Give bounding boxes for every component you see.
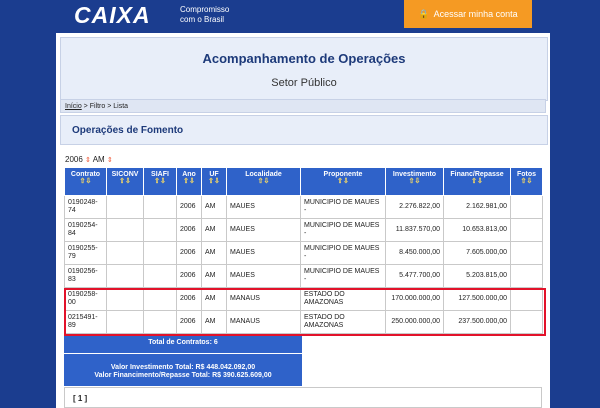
cell-fotos: [511, 196, 543, 219]
cell-financ: 237.500.000,00: [444, 311, 511, 334]
total-investment: Valor Investimento Total: R$ 448.042.092,00: [110, 364, 256, 371]
cell-contrato[interactable]: 0190255-79: [65, 242, 107, 265]
sort-arrows-icon[interactable]: ⇧⇩: [520, 178, 533, 185]
cell-localidade: MANAUS: [227, 311, 301, 334]
cell-fotos: [511, 265, 543, 288]
cell-ano: 2006: [177, 288, 202, 311]
table-row: [65, 242, 543, 265]
cell-proponente: MUNICIPIO DE MAUES -: [301, 196, 386, 219]
sort-arrows-icon[interactable]: ⇧⇩: [208, 178, 220, 185]
sort-arrows-icon[interactable]: ⇧⇩: [119, 178, 131, 185]
table-row: [65, 288, 543, 311]
main-panel: [56, 33, 550, 408]
cell-investimento: 250.000.000,00: [386, 311, 444, 334]
cell-localidade: MAUES: [227, 219, 301, 242]
cell-proponente: MUNICIPIO DE MAUES -: [301, 265, 386, 288]
cell-localidade: MANAUS: [227, 288, 301, 311]
state-sort-icon[interactable]: ⇕: [106, 157, 113, 164]
cell-investimento: 11.837.570,00: [386, 219, 444, 242]
sort-arrows-icon[interactable]: ⇧⇩: [337, 178, 349, 185]
header-siconv[interactable]: SICONV ⇧⇩: [107, 168, 144, 196]
cell-siconv: [107, 196, 144, 219]
cell-uf: AM: [202, 311, 227, 334]
header-fotos[interactable]: Fotos ⇧⇩: [511, 168, 543, 196]
cell-proponente: MUNICIPIO DE MAUES -: [301, 242, 386, 265]
header-localidade[interactable]: Localidade ⇧⇩: [227, 168, 301, 196]
sort-arrows-icon[interactable]: ⇧⇩: [183, 178, 195, 185]
title-box: [60, 37, 548, 101]
cell-contrato[interactable]: 0190248-74: [65, 196, 107, 219]
cell-ano: 2006: [177, 196, 202, 219]
year-sort-icon[interactable]: ⇕: [85, 157, 91, 164]
access-account-label: Acessar minha conta: [433, 9, 518, 19]
cell-localidade: MAUES: [227, 196, 301, 219]
cell-fotos: [511, 242, 543, 265]
cell-localidade: MAUES: [227, 265, 301, 288]
breadcrumb-home-link[interactable]: Início: [65, 103, 82, 110]
cell-financ: 127.500.000,00: [444, 288, 511, 311]
cell-siafi: [144, 219, 177, 242]
cell-siafi: [144, 196, 177, 219]
cell-ano: 2006: [177, 311, 202, 334]
pagination: [64, 387, 542, 408]
year-filter: [65, 155, 113, 164]
totals-box: [64, 336, 302, 386]
header-uf[interactable]: UF ⇧⇩: [202, 168, 227, 196]
page-subtitle: Setor Público: [271, 77, 337, 89]
header-investimento[interactable]: Investimento ⇧⇩: [386, 168, 444, 196]
cell-ano: 2006: [177, 219, 202, 242]
cell-fotos: [511, 219, 543, 242]
sort-arrows-icon[interactable]: ⇧⇩: [257, 178, 270, 185]
cell-financ: 2.162.981,00: [444, 196, 511, 219]
cell-contrato[interactable]: 0190256-83: [65, 265, 107, 288]
cell-siafi: [144, 242, 177, 265]
cell-siconv: [107, 219, 144, 242]
table-row: [65, 219, 543, 242]
access-account-button[interactable]: [404, 0, 532, 28]
cell-ano: 2006: [177, 265, 202, 288]
cell-financ: 5.203.815,00: [444, 265, 511, 288]
totals-divider: [64, 353, 302, 354]
header-contrato[interactable]: Contrato ⇧⇩: [65, 168, 107, 196]
cell-siconv: [107, 288, 144, 311]
table-header-row: [65, 168, 543, 196]
cell-financ: 7.605.000,00: [444, 242, 511, 265]
cell-siafi: [144, 265, 177, 288]
cell-uf: AM: [202, 288, 227, 311]
cell-uf: AM: [202, 219, 227, 242]
cell-siafi: [144, 311, 177, 334]
cell-proponente: ESTADO DO AMAZONAS: [301, 288, 386, 311]
total-financing: Valor Financimento/Repasse Total: R$ 390.625.609,00: [94, 372, 272, 379]
cell-investimento: 2.276.822,00: [386, 196, 444, 219]
cell-proponente: ESTADO DO AMAZONAS: [301, 311, 386, 334]
state-value: AM: [90, 155, 105, 164]
lock-icon: 🔒: [418, 8, 430, 19]
cell-investimento: 5.477.700,00: [386, 265, 444, 288]
header-siafi[interactable]: SIAFI ⇧⇩: [144, 168, 177, 196]
cell-siconv: [107, 242, 144, 265]
total-contracts: Total de Contratos: 6: [148, 339, 218, 346]
top-bar: [0, 0, 600, 32]
tagline-line-2: com o Brasil: [180, 15, 225, 24]
header-ano[interactable]: Ano ⇧⇩: [177, 168, 202, 196]
page-1-link[interactable]: [ 1 ]: [73, 394, 88, 403]
section-header: [60, 115, 548, 145]
cell-siafi: [144, 288, 177, 311]
breadcrumb-rest: > Filtro > Lista: [81, 103, 129, 110]
sort-arrows-icon[interactable]: ⇧⇩: [408, 178, 421, 185]
cell-investimento: 8.450.000,00: [386, 242, 444, 265]
sort-arrows-icon[interactable]: ⇧⇩: [154, 178, 166, 185]
cell-ano: 2006: [177, 242, 202, 265]
cell-localidade: MAUES: [227, 242, 301, 265]
operations-table: [64, 167, 543, 334]
tagline: [180, 5, 229, 25]
section-title: Operações de Fomento: [72, 125, 184, 136]
sort-arrows-icon[interactable]: ⇧⇩: [79, 178, 92, 185]
cell-fotos: [511, 288, 543, 311]
cell-proponente: MUNICIPIO DE MAUES -: [301, 219, 386, 242]
table-row: [65, 265, 543, 288]
cell-contrato[interactable]: 0190254-84: [65, 219, 107, 242]
breadcrumb: [60, 99, 546, 113]
caixa-logo[interactable]: CAIXA: [74, 2, 151, 28]
cell-investimento: 170.000.000,00: [386, 288, 444, 311]
cell-uf: AM: [202, 265, 227, 288]
cell-contrato[interactable]: 0215491-89: [65, 311, 107, 334]
operations-table-body: [65, 196, 543, 334]
header-proponente[interactable]: Proponente ⇧⇩: [301, 168, 386, 196]
table-row: [65, 196, 543, 219]
sort-arrows-icon[interactable]: ⇧⇩: [471, 178, 483, 185]
cell-financ: 10.653.813,00: [444, 219, 511, 242]
page-title: Acompanhamento de Operações: [202, 51, 406, 66]
cell-uf: AM: [202, 196, 227, 219]
cell-siconv: [107, 265, 144, 288]
header-financ-repasse[interactable]: Financ/Repasse ⇧⇩: [444, 168, 511, 196]
cell-uf: AM: [202, 242, 227, 265]
table-row: [65, 311, 543, 334]
cell-fotos: [511, 311, 543, 334]
tagline-line-1: Compromisso: [180, 5, 230, 14]
year-value: 2006: [65, 155, 83, 164]
cell-contrato[interactable]: 0190258-00: [65, 288, 107, 311]
cell-siconv: [107, 311, 144, 334]
